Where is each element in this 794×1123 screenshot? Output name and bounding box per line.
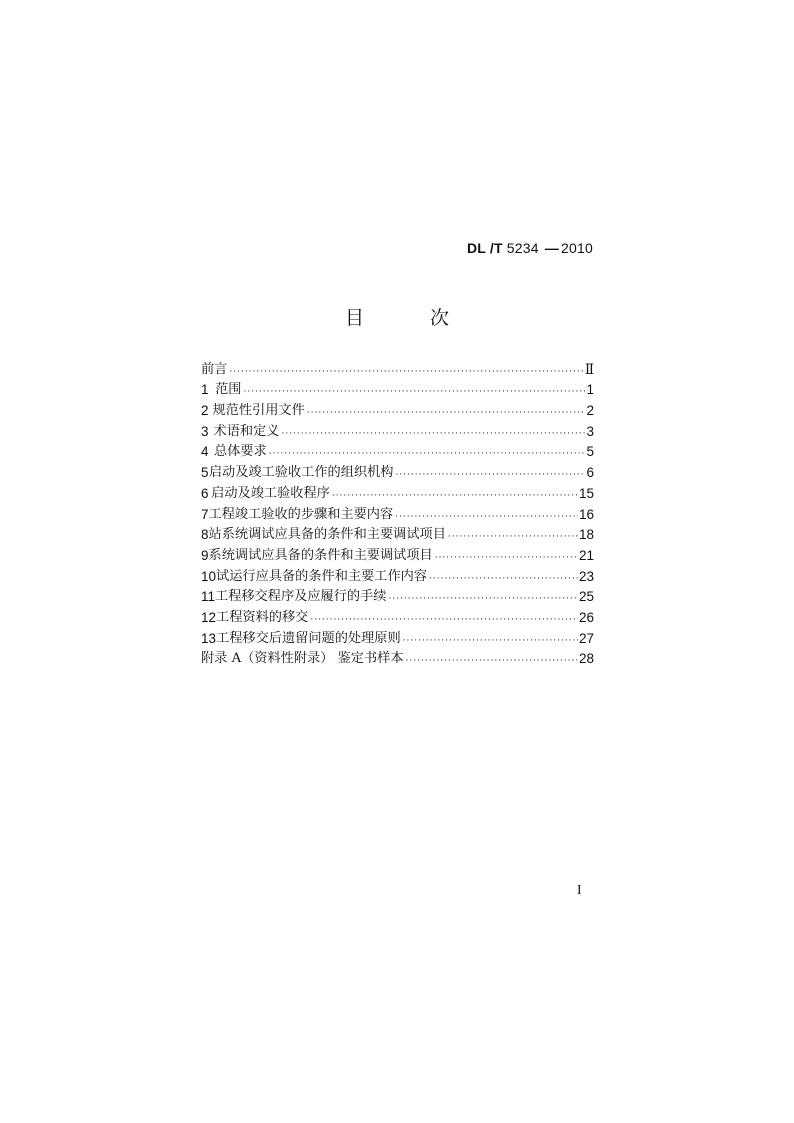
standard-code-header [467, 240, 593, 256]
toc-leader-dots [435, 551, 578, 565]
toc-entry-number: 9 [201, 547, 209, 563]
page-number: I [577, 882, 582, 897]
toc-entry-label: 术语和定义 [213, 423, 280, 439]
toc-entry-label: 总体要求 [214, 444, 267, 460]
toc-entry-page: 27 [578, 630, 594, 646]
toc-entry-page: 21 [578, 547, 594, 563]
toc-entry-number: 7 [201, 506, 209, 522]
toc-entry-9[interactable] [201, 544, 594, 565]
toc-entry-foreword[interactable] [201, 358, 594, 379]
toc-entry-3[interactable] [201, 420, 594, 441]
toc-entry-page: 1 [586, 382, 594, 398]
toc-entry-label: 范围 [215, 382, 242, 398]
toc-entry-page: 16 [578, 506, 594, 522]
toc-entry-8[interactable] [201, 524, 594, 545]
toc-entry-page: 3 [586, 423, 594, 439]
toc-entry-page: 28 [578, 651, 594, 667]
toc-entry-label: 启动及竣工验收工作的组织机构 [208, 465, 394, 481]
toc-entry-label: 工程资料的移交 [216, 609, 309, 625]
toc-entry-label: 启动及竣工验收程序 [211, 485, 330, 501]
toc-entry-7[interactable] [201, 503, 594, 524]
toc-leader-dots [403, 634, 578, 648]
toc-leader-dots [281, 427, 585, 441]
toc-entry-page: 6 [586, 465, 594, 481]
standard-year: 2010 [561, 240, 593, 256]
standard-number: 5234 [506, 240, 539, 256]
toc-leader-dots [429, 572, 578, 586]
toc-entry-page: 15 [578, 485, 594, 501]
standard-code: DL /T [466, 240, 503, 256]
toc-leader-dots [307, 406, 586, 420]
toc-leader-dots [448, 530, 578, 544]
standard-separator: — [544, 240, 560, 256]
toc-entry-page: 26 [578, 609, 594, 625]
toc-entry-label: 规范性引用文件 [212, 403, 305, 419]
toc-entry-label: 附录 A（资料性附录） 鉴定书样本 [201, 651, 404, 667]
toc-entry-page: 18 [578, 527, 594, 543]
toc-leader-dots [395, 510, 578, 524]
toc-entry-number: 8 [201, 527, 209, 543]
toc-entry-page: 2 [586, 403, 594, 419]
toc-entry-number: 13 [201, 630, 217, 646]
toc-entry-number: 1 [201, 382, 209, 398]
toc-leader-dots [388, 592, 578, 606]
toc-entry-number: 10 [201, 568, 217, 584]
toc-leader-dots [229, 365, 583, 379]
toc-title: 目 次 [344, 307, 480, 329]
toc-entry-label: 工程移交程序及应履行的手续 [215, 589, 387, 605]
toc-entry-number: 4 [201, 444, 209, 460]
toc-entry-6[interactable] [201, 482, 594, 503]
toc-entry-page: Ⅱ [584, 361, 594, 377]
toc-entry-13[interactable] [201, 627, 594, 648]
toc-leader-dots [332, 489, 578, 503]
toc-leader-dots [243, 385, 585, 399]
toc-leader-dots [269, 447, 586, 461]
toc-entry-number: 12 [201, 609, 217, 625]
toc-entry-4[interactable] [201, 441, 594, 462]
toc-entry-page: 5 [586, 444, 594, 460]
toc-entry-label: 工程移交后遗留问题的处理原则 [216, 630, 401, 646]
toc-entry-page: 23 [578, 568, 594, 584]
toc-entry-label: 试运行应具备的条件和主要工作内容 [216, 568, 428, 584]
toc-entry-label: 前言 [201, 361, 228, 377]
toc-entry-number: 2 [201, 403, 209, 419]
toc-leader-dots [395, 468, 585, 482]
toc-entry-label: 站系统调试应具备的条件和主要调试项目 [208, 527, 446, 543]
toc-entry-10[interactable] [201, 565, 594, 586]
toc-entry-5[interactable] [201, 461, 594, 482]
toc-entry-number: 6 [201, 485, 209, 501]
toc-leader-dots [310, 613, 578, 627]
toc-entry-label: 系统调试应具备的条件和主要调试项目 [208, 547, 433, 563]
toc-leader-dots [406, 654, 578, 668]
toc-entry-2[interactable] [201, 399, 594, 420]
toc-entry-number: 5 [201, 465, 209, 481]
toc-entry-appendix-a[interactable] [201, 648, 594, 669]
toc-entry-1[interactable] [201, 379, 594, 400]
toc-entry-page: 25 [578, 589, 594, 605]
toc-entry-12[interactable] [201, 606, 594, 627]
toc-entry-number: 11 [201, 589, 216, 605]
table-of-contents [201, 358, 594, 668]
toc-entry-number: 3 [201, 423, 209, 439]
toc-entry-11[interactable] [201, 586, 594, 607]
toc-entry-label: 工程竣工验收的步骤和主要内容 [208, 506, 394, 522]
